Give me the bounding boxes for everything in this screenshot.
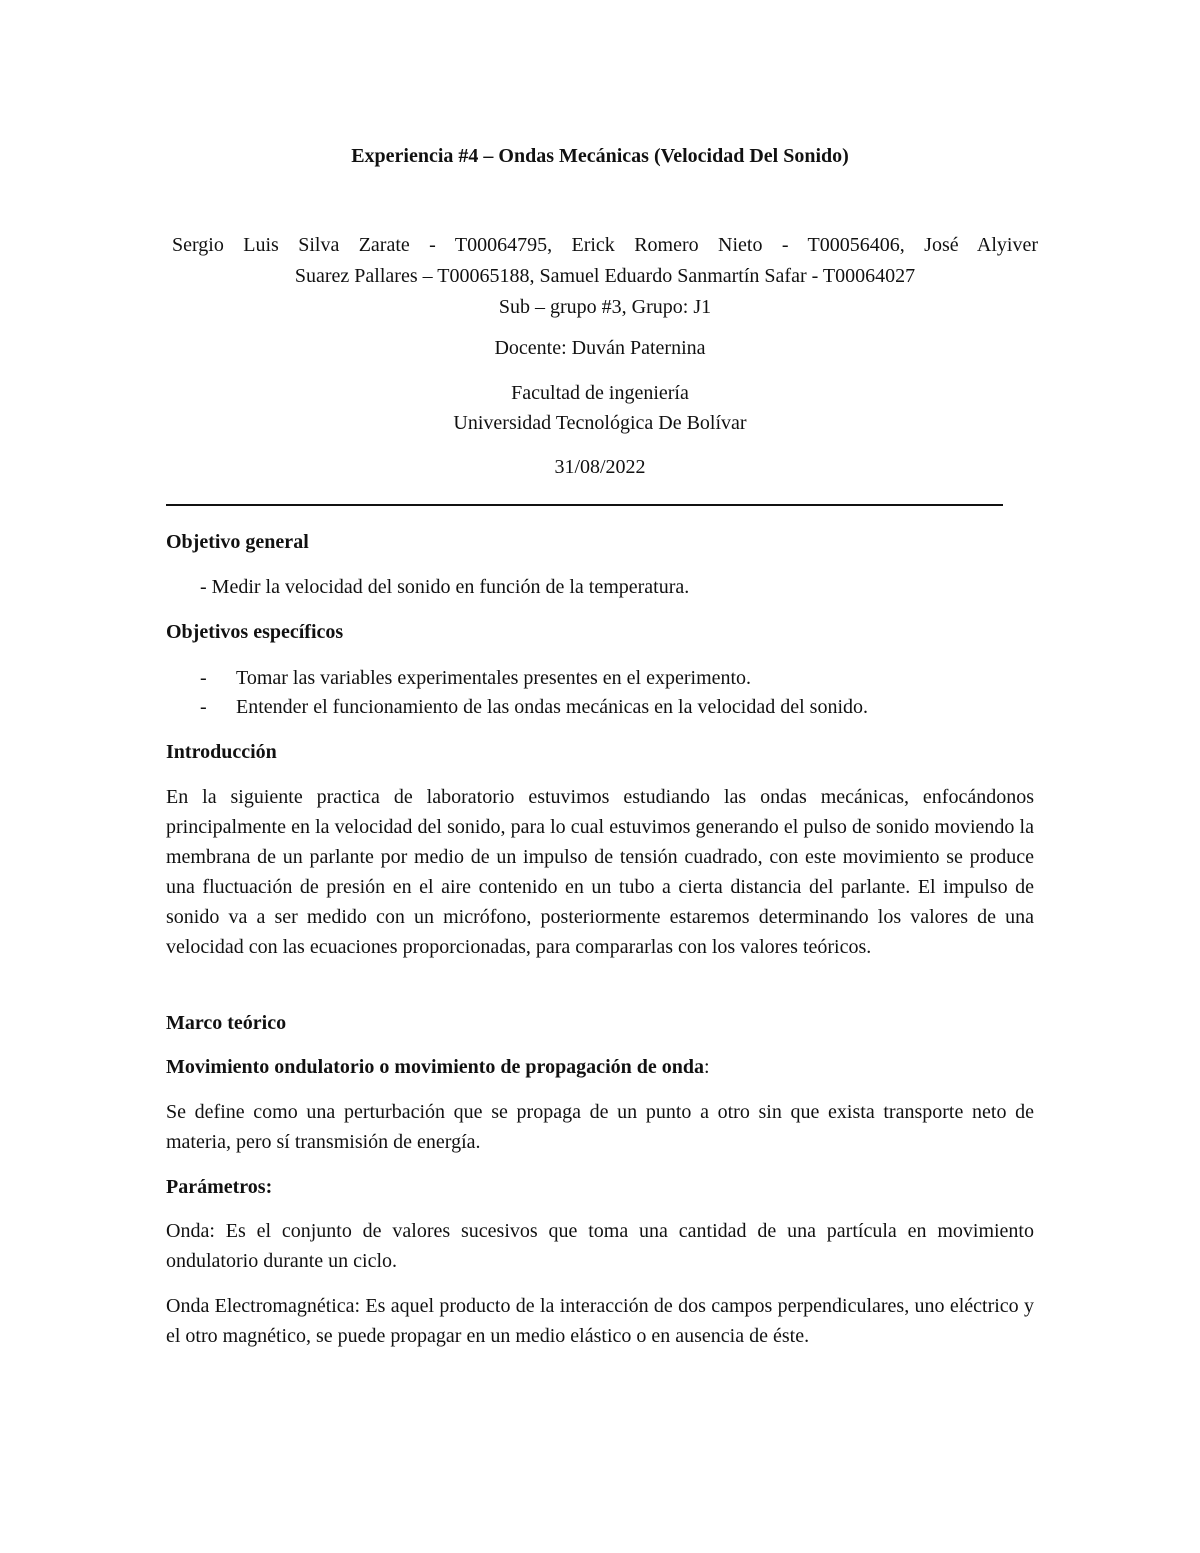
university-line: Universidad Tecnológica De Bolívar <box>453 412 747 434</box>
date-line: 31/08/2022 <box>554 456 646 478</box>
onda-paragraph: Onda: Es el conjunto de valores sucesivos que toma una cantidad de una partícula en movimiento ondulatorio durante un ciclo. <box>166 1220 1034 1272</box>
header-divider <box>166 504 1003 506</box>
authors-line-1: Sergio Luis Silva Zarate - T00064795, Erick Romero Nieto - T00056406, José Alyiver <box>172 234 1038 256</box>
faculty-line: Facultad de ingeniería <box>511 382 689 404</box>
heading-objetivo-general: Objetivo general <box>166 531 309 553</box>
heading-parametros: Parámetros: <box>166 1176 273 1198</box>
heading-marco-teorico: Marco teórico <box>166 1012 287 1034</box>
authors-block <box>172 230 1038 323</box>
introduccion-paragraph: En la siguiente practica de laboratorio estuvimos estudiando las ondas mecánicas, enfocándonos principalmente en la velocidad del sonido, para lo cual estuvimos generando el pulso de sonido moviendo la membrana de un parlante por medio de un impulso de tensión cuadrado, con este movimiento se produce una fluctuación de presión en el aire contenido en un tubo a cierta distancia del parlante. El impulso de sonido va a ser medido con un micrófono, posteriormente estaremos determinando los valores de una velocidad con las ecuaciones proporcionadas, para compararlas con los valores teóricos. <box>166 786 1034 958</box>
onda-electromagnetica-paragraph: Onda Electromagnética: Es aquel producto de la interacción de dos campos perpendiculares, uno eléctrico y el otro magnético, se puede propagar en un medio elástico o en ausencia de éste. <box>166 1295 1034 1347</box>
heading-introduccion: Introducción <box>166 741 277 763</box>
list-bullet: - <box>200 667 207 689</box>
group-line: Sub – grupo #3, Grupo: J1 <box>498 296 712 318</box>
objetivo-general-item: - Medir la velocidad del sonido en función de la temperatura. <box>200 576 690 598</box>
heading-movimiento-ondulatorio <box>166 1052 1034 1082</box>
list-bullet: - <box>200 696 207 718</box>
movimiento-heading-colon: : <box>704 1056 710 1078</box>
list-item-text: Entender el funcionamiento de las ondas mecánicas en la velocidad del sonido. <box>236 696 869 718</box>
document-title: Experiencia #4 – Ondas Mecánicas (Velocidad Del Sonido) <box>351 145 849 167</box>
movimiento-paragraph: Se define como una perturbación que se propaga de un punto a otro sin que exista transporte neto de materia, pero sí transmisión de energía. <box>166 1101 1034 1153</box>
teacher-line: Docente: Duván Paternina <box>494 337 706 359</box>
heading-objetivos-especificos: Objetivos específicos <box>166 621 344 643</box>
list-item-text: Tomar las variables experimentales presentes en el experimento. <box>236 667 752 689</box>
authors-line-2: Suarez Pallares – T00065188, Samuel Eduardo Sanmartín Safar - T00064027 <box>294 265 916 287</box>
movimiento-heading-text: Movimiento ondulatorio o movimiento de propagación de onda <box>166 1056 704 1078</box>
